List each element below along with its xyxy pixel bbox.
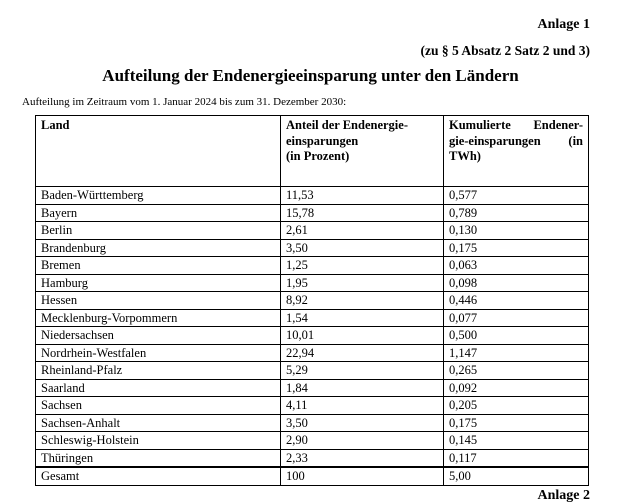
annex-reference: (zu § 5 Absatz 2 Satz 2 und 3) <box>420 43 590 58</box>
next-page-annex-label-partial: Anlage 2 <box>537 488 590 503</box>
table-row <box>36 239 589 257</box>
table-row <box>36 362 589 380</box>
cell-kumuliert: 0,145 <box>444 432 589 450</box>
table-row <box>36 257 589 275</box>
col-header-kumuliert-line1: Kumulierte Endener- <box>449 118 583 132</box>
cell-kumuliert: 0,098 <box>444 274 589 292</box>
cell-kumuliert: 0,789 <box>444 204 589 222</box>
cell-land: Brandenburg <box>36 239 281 257</box>
cell-anteil: 3,50 <box>281 239 444 257</box>
col-header-anteil-line2: einsparungen <box>286 133 359 148</box>
cell-land: Niedersachsen <box>36 327 281 345</box>
col-header-kumuliert-line2: gie-einsparungen (in <box>449 133 583 148</box>
table-row <box>36 292 589 310</box>
table-row <box>36 449 589 467</box>
allocation-table <box>35 115 589 486</box>
cell-land: Saarland <box>36 379 281 397</box>
table-row <box>36 274 589 292</box>
cell-land: Berlin <box>36 222 281 240</box>
cell-kumuliert: 0,175 <box>444 414 589 432</box>
cell-kumuliert: 0,265 <box>444 362 589 380</box>
table-row <box>36 432 589 450</box>
cell-anteil: 4,11 <box>281 397 444 415</box>
cell-kumuliert: 0,500 <box>444 327 589 345</box>
cell-anteil: 2,33 <box>281 449 444 467</box>
cell-total-land: Gesamt <box>36 467 281 486</box>
cell-kumuliert: 0,130 <box>444 222 589 240</box>
cell-anteil: 11,53 <box>281 187 444 205</box>
cell-land: Bremen <box>36 257 281 275</box>
page-title: Aufteilung der Endenergieeinsparung unter den Ländern <box>102 66 519 85</box>
cell-land: Nordrhein-Westfalen <box>36 344 281 362</box>
cell-land: Sachsen-Anhalt <box>36 414 281 432</box>
cell-kumuliert: 0,077 <box>444 309 589 327</box>
table-row <box>36 309 589 327</box>
cell-anteil: 1,84 <box>281 379 444 397</box>
cell-anteil: 2,90 <box>281 432 444 450</box>
cell-land: Hamburg <box>36 274 281 292</box>
cell-kumuliert: 0,117 <box>444 449 589 467</box>
table-footer <box>36 467 589 486</box>
table-row <box>36 344 589 362</box>
cell-anteil: 3,50 <box>281 414 444 432</box>
header-row <box>36 116 589 187</box>
cell-land: Rheinland-Pfalz <box>36 362 281 380</box>
annex-label: Anlage 1 <box>537 17 590 32</box>
table-row <box>36 414 589 432</box>
cell-anteil: 22,94 <box>281 344 444 362</box>
cell-land: Hessen <box>36 292 281 310</box>
cell-anteil: 5,29 <box>281 362 444 380</box>
table-row <box>36 327 589 345</box>
cell-anteil: 1,25 <box>281 257 444 275</box>
table-row <box>36 379 589 397</box>
table-row <box>36 204 589 222</box>
cell-total-kumuliert: 5,00 <box>444 467 589 486</box>
cell-kumuliert: 0,175 <box>444 239 589 257</box>
period-note: Aufteilung im Zeitraum vom 1. Januar 2024 bis zum 31. Dezember 2030: <box>22 96 347 108</box>
cell-kumuliert: 0,063 <box>444 257 589 275</box>
cell-kumuliert: 0,092 <box>444 379 589 397</box>
cell-anteil: 1,95 <box>281 274 444 292</box>
cell-kumuliert: 0,205 <box>444 397 589 415</box>
cell-anteil: 10,01 <box>281 327 444 345</box>
col-header-kumuliert <box>444 116 589 187</box>
col-header-anteil <box>281 116 444 187</box>
cell-land: Thüringen <box>36 449 281 467</box>
cell-anteil: 2,61 <box>281 222 444 240</box>
col-header-anteil-line3: (in Prozent) <box>286 149 350 163</box>
col-header-land <box>36 116 281 187</box>
table-row <box>36 397 589 415</box>
col-header-kumuliert-line3: TWh) <box>449 149 481 163</box>
cell-land: Baden-Württemberg <box>36 187 281 205</box>
table-body <box>36 187 589 468</box>
cell-anteil: 1,54 <box>281 309 444 327</box>
cell-anteil: 15,78 <box>281 204 444 222</box>
cell-land: Schleswig-Holstein <box>36 432 281 450</box>
col-header-land-label: Land <box>41 118 70 132</box>
cell-land: Sachsen <box>36 397 281 415</box>
cell-land: Mecklenburg-Vorpommern <box>36 309 281 327</box>
table-row <box>36 222 589 240</box>
cell-total-anteil: 100 <box>281 467 444 486</box>
cell-kumuliert: 1,147 <box>444 344 589 362</box>
cell-anteil: 8,92 <box>281 292 444 310</box>
cell-kumuliert: 0,446 <box>444 292 589 310</box>
col-header-anteil-line1: Anteil der Endenergie- <box>286 118 408 132</box>
table-row <box>36 187 589 205</box>
total-row <box>36 467 589 486</box>
cell-land: Bayern <box>36 204 281 222</box>
cell-kumuliert: 0,577 <box>444 187 589 205</box>
table-header <box>36 116 589 187</box>
